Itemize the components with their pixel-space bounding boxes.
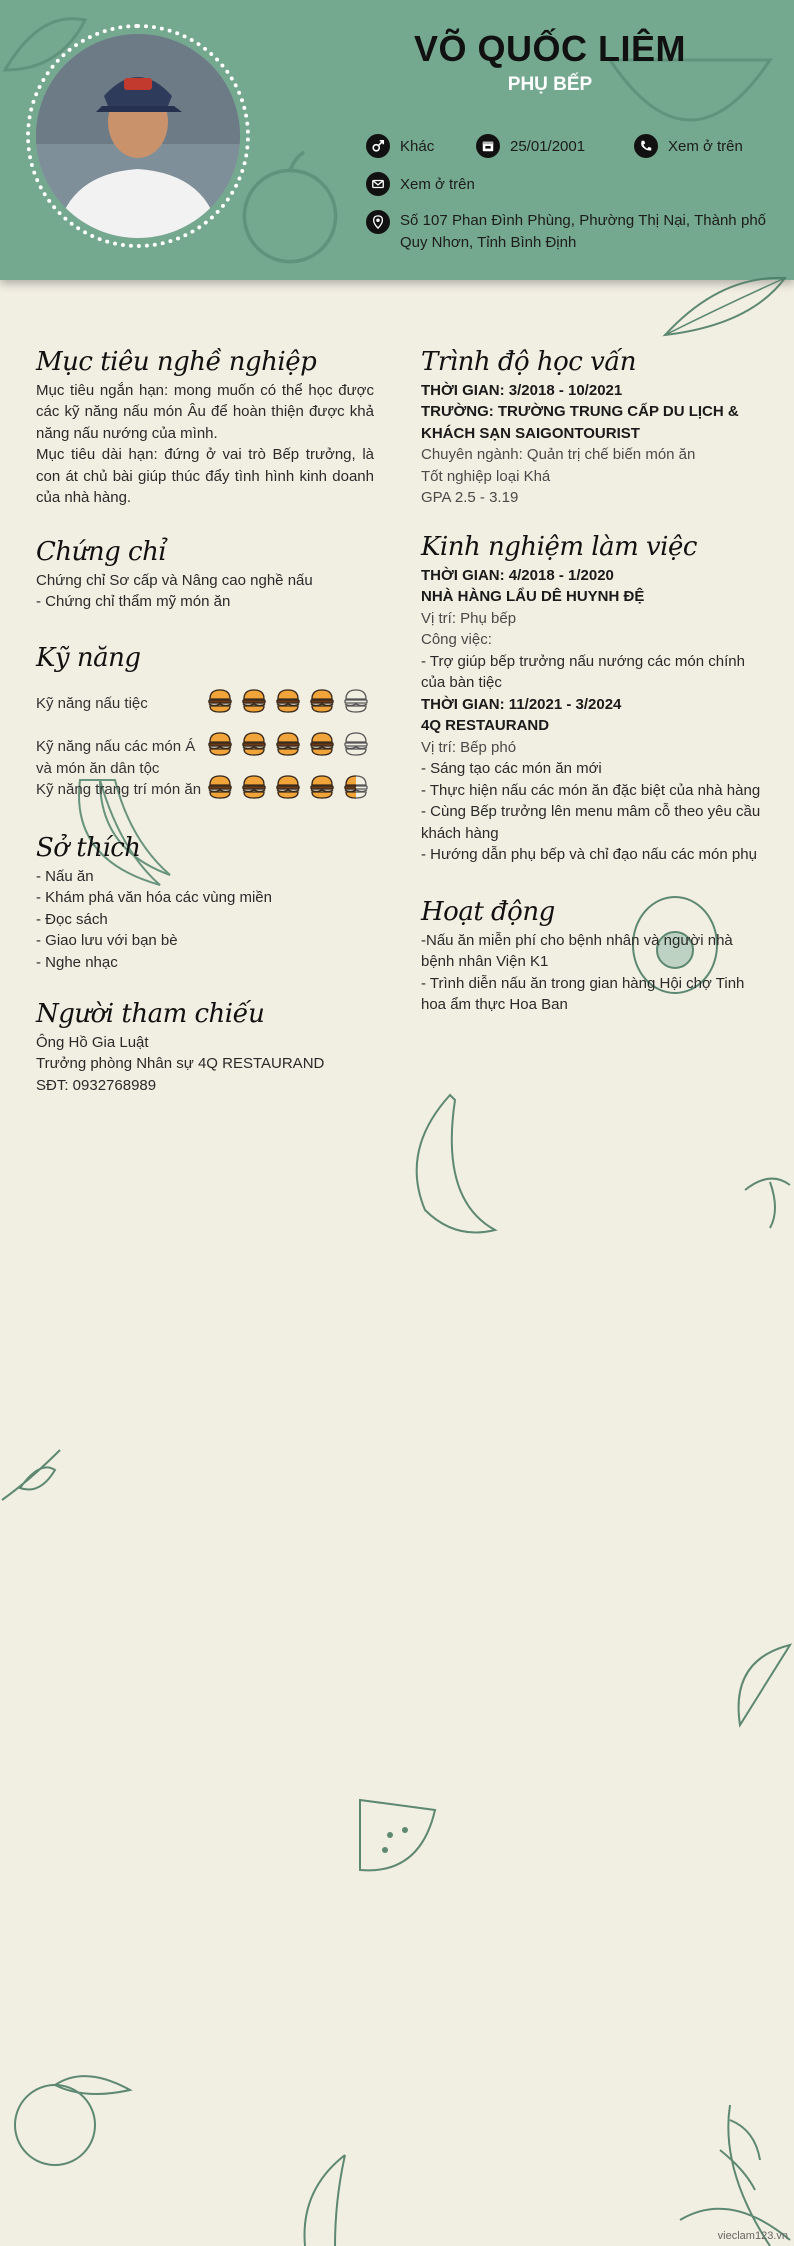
job-company: NHÀ HÀNG LẨU DÊ HUYNH ĐỆ (421, 588, 645, 605)
orange-icon (5, 2060, 135, 2170)
skill-rating (206, 687, 370, 715)
skill-row (36, 779, 206, 801)
contact-birthday (476, 134, 585, 158)
phone-value: Xem ở trên (668, 137, 743, 155)
leaf-branch-icon (660, 270, 790, 340)
skill-rating (206, 730, 370, 758)
burger-icon (274, 730, 302, 758)
activity-item: -Nấu ăn miễn phí cho bệnh nhân và người nhà bệnh nhân Viện K1 (421, 931, 733, 970)
hobbies-section (36, 833, 374, 973)
reference-line: Trưởng phòng Nhân sự 4Q RESTAURAND (36, 1055, 325, 1072)
activity-item: - Trình diễn nấu ăn trong gian hàng Hội chợ Tinh hoa ẩm thực Hoa Ban (421, 974, 745, 1013)
burger-icon (342, 730, 370, 758)
reference-line: SĐT: 0932768989 (36, 1076, 157, 1094)
burger-icon (308, 730, 336, 758)
job-duty: - Thực hiện nấu các món ăn đặc biệt của nhà hàng (421, 781, 761, 799)
watermelon-slice-icon (730, 1640, 794, 1730)
watermelon-slice-icon-2 (350, 1790, 440, 1880)
skill-label: Kỹ năng nấu tiệc (36, 695, 148, 712)
calendar-icon (476, 134, 500, 158)
phone-icon (634, 134, 658, 158)
leaf-small-icon (740, 1170, 794, 1230)
hobby-item: - Đọc sách (36, 910, 108, 928)
experience-section (421, 532, 761, 866)
candidate-role: PHỤ BẾP (507, 74, 593, 95)
job-duty: - Hướng dẫn phụ bếp và chỉ đạo nấu các món phụ (421, 846, 757, 863)
leaf-bunch-icon (660, 2100, 794, 2246)
experience-title: Kinh nghiệm làm việc (421, 532, 697, 562)
job-time: THỜI GIAN: 11/2021 - 3/2024 (421, 695, 622, 713)
email-value: Xem ở trên (400, 175, 475, 193)
job-duty: - Trợ giúp bếp trưởng nấu nướng các món chính của bàn tiệc (421, 652, 745, 691)
burger-icon (240, 687, 268, 715)
activities-title: Hoạt động (421, 897, 555, 927)
reference-line: Ông Hồ Gia Luật (36, 1033, 149, 1051)
education-major: Chuyên ngành: Quản trị chế biến món ăn (421, 446, 696, 463)
leaf-sprig-icon (0, 1440, 70, 1510)
skills-section (36, 643, 374, 676)
candidate-name: VÕ QUỐC LIÊM (413, 28, 686, 69)
burger-icon (206, 687, 234, 715)
skill-label: Kỹ năng trang trí món ăn (36, 781, 202, 798)
references-title: Người tham chiếu (36, 999, 265, 1029)
certificate-item: Chứng chỉ Sơ cấp và Nâng cao nghề nấu (36, 571, 313, 589)
contact-phone (634, 134, 743, 158)
burger-icon (274, 687, 302, 715)
skill-label: Kỹ năng nấu các món Á và món ăn dân tộc (36, 738, 196, 777)
burger-icon (240, 730, 268, 758)
education-time: THỜI GIAN: 3/2018 - 10/2021 (421, 381, 623, 399)
references-section (36, 999, 374, 1096)
job-duty: - Sáng tạo các món ăn mới (421, 760, 602, 777)
burger-icon (206, 730, 234, 758)
objective-title: Mục tiêu nghề nghiệp (36, 347, 317, 377)
hobby-item: - Nấu ăn (36, 867, 94, 885)
education-section (421, 347, 761, 509)
birthday-value: 25/01/2001 (510, 137, 586, 155)
objective-long-term: Mục tiêu dài hạn: đứng ở vai trò Bếp trưởng, là con át chủ bài giúp thúc đẩy tình hình kinh doanh của nhà hàng. (36, 446, 374, 506)
job-duty: - Cùng Bếp trưởng lên menu mâm cỗ theo yêu cầu khách hàng (421, 803, 761, 842)
burger-icon (206, 773, 234, 801)
burger-icon (342, 773, 370, 801)
job-duties-label: Công việc: (421, 631, 492, 648)
header-banner (0, 0, 794, 280)
job-position: Vị trí: Bếp phó (421, 738, 517, 756)
banana-icon-2 (395, 1090, 505, 1240)
location-icon (366, 210, 390, 234)
education-school: TRƯỜNG: TRƯỜNG TRUNG CẤP DU LỊCH & KHÁCH SẠN SAIGONTOURIST (421, 403, 739, 442)
skill-row (36, 693, 206, 715)
burger-icon (240, 773, 268, 801)
certificate-item: - Chứng chỉ thẩm mỹ món ăn (36, 593, 231, 610)
hobby-item: - Nghe nhạc (36, 953, 118, 971)
education-grade: Tốt nghiệp loại Khá (421, 467, 551, 485)
objective-short-term: Mục tiêu ngắn hạn: mong muốn có thể học được các kỹ năng nấu món Âu để hoàn thiện được khả năng nấu nướng của mình. (36, 381, 374, 442)
objective-section (36, 347, 374, 509)
skill-row (36, 736, 206, 779)
burger-icon (308, 687, 336, 715)
hobbies-title: Sở thích (36, 833, 141, 863)
hobby-item: - Khám phá văn hóa các vùng miền (36, 889, 272, 906)
hobby-item: - Giao lưu với bạn bè (36, 932, 178, 949)
apple-deco-icon (230, 150, 350, 270)
burger-icon (308, 773, 336, 801)
contact-email (366, 172, 475, 196)
burger-icon (274, 773, 302, 801)
contact-address (366, 210, 766, 254)
education-title: Trình độ học vấn (421, 347, 636, 377)
gender-icon (366, 134, 390, 158)
education-gpa: GPA 2.5 - 3.19 (421, 489, 519, 506)
skills-title: Kỹ năng (36, 643, 141, 673)
certificates-section (36, 537, 374, 613)
address-value: Số 107 Phan Đình Phùng, Phường Thị Nại, Thành phố Quy Nhơn, Tỉnh Bình Định (400, 212, 766, 251)
watermark: vieclam123.vn (717, 2230, 788, 2242)
job-time: THỜI GIAN: 4/2018 - 1/2020 (421, 566, 614, 584)
burger-icon (342, 687, 370, 715)
avatar (36, 34, 240, 238)
gender-value: Khác (400, 137, 435, 155)
banana-icon-3 (295, 2150, 365, 2246)
contact-gender (366, 134, 434, 158)
job-company: 4Q RESTAURAND (421, 717, 550, 734)
email-icon (366, 172, 390, 196)
certificates-title: Chứng chỉ (36, 537, 167, 567)
skill-rating (206, 773, 370, 801)
activities-section (421, 897, 761, 1016)
job-position: Vị trí: Phụ bếp (421, 609, 517, 627)
